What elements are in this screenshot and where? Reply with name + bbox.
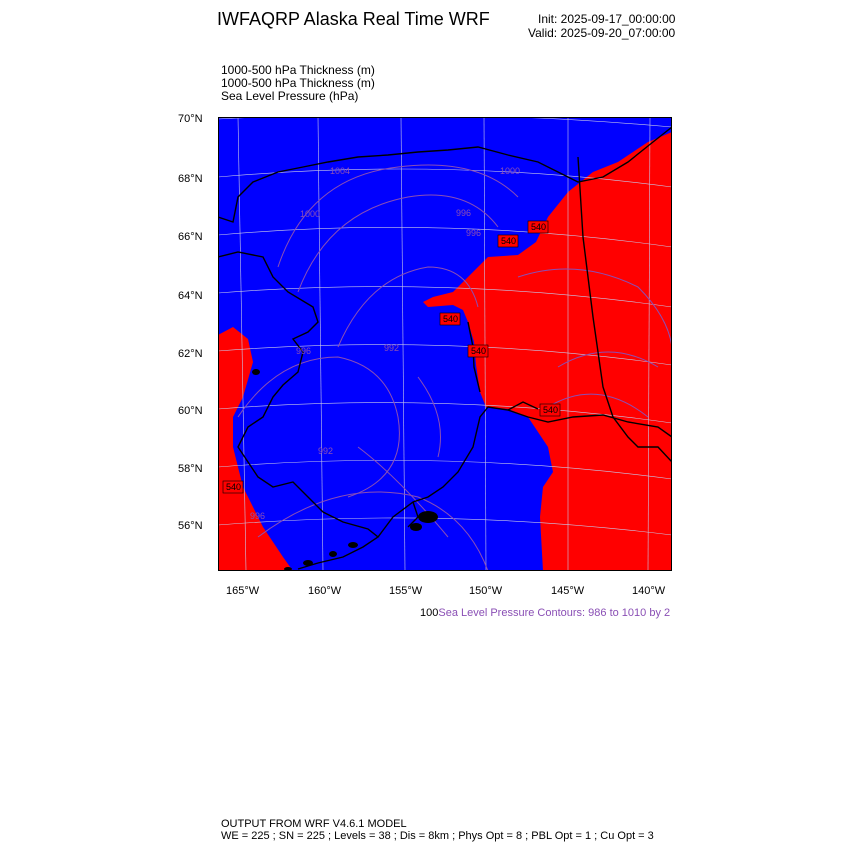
slp-label: 1004 [330,166,351,176]
field-label-slp: Sea Level Pressure (hPa) [221,89,359,103]
chart-title: IWFAQRP Alaska Real Time WRF [217,9,490,29]
valid-time: Valid: 2025-09-20_07:00:00 [528,26,676,40]
lon-label-140: 140°W [632,585,666,597]
field-label-thickness-2: 1000-500 hPa Thickness (m) [221,76,375,90]
thickness-label: 540 [471,346,487,356]
lon-label-165: 165°W [226,585,260,597]
lat-label-56: 56°N [178,520,203,532]
contour-legend-prefix: 100 [420,607,439,619]
lon-label-150: 150°W [469,585,503,597]
contour-legend [420,607,670,619]
lat-label-62: 62°N [178,348,203,360]
lat-label-64: 64°N [178,290,203,302]
thickness-label: 540 [501,236,517,246]
slp-label: 996 [250,511,266,521]
lat-label-66: 66°N [178,231,203,243]
slp-label: 1000 [300,209,321,219]
slp-label: 996 [456,208,472,218]
thickness-label: 540 [226,482,242,492]
lon-label-145: 145°W [551,585,585,597]
thickness-label: 540 [443,314,459,324]
lat-label-68: 68°N [178,173,203,185]
map-plot [218,117,672,571]
thickness-label: 540 [531,222,547,232]
slp-label: 996 [296,346,312,356]
footer-model: OUTPUT FROM WRF V4.6.1 MODEL [221,818,407,830]
thickness-label: 540 [543,405,559,415]
footer-config: WE = 225 ; SN = 225 ; Levels = 38 ; Dis = 8km ; Phys Opt = 8 ; PBL Opt = 1 ; Cu Opt = 3 [221,830,654,842]
lon-label-160: 160°W [308,585,342,597]
slp-label: 992 [318,446,334,456]
slp-label: 1000 [500,166,521,176]
lat-label-60: 60°N [178,405,203,417]
field-label-thickness: 1000-500 hPa Thickness (m) [221,63,375,77]
slp-label: 996 [466,228,482,238]
contour-legend-text: Sea Level Pressure Contours: 986 to 1010 by 2 [438,607,671,619]
lat-label-58: 58°N [178,463,203,475]
slp-label: 992 [384,343,400,353]
lat-label-70: 70°N [178,113,203,125]
lon-label-155: 155°W [389,585,423,597]
init-time: Init: 2025-09-17_00:00:00 [538,12,676,26]
